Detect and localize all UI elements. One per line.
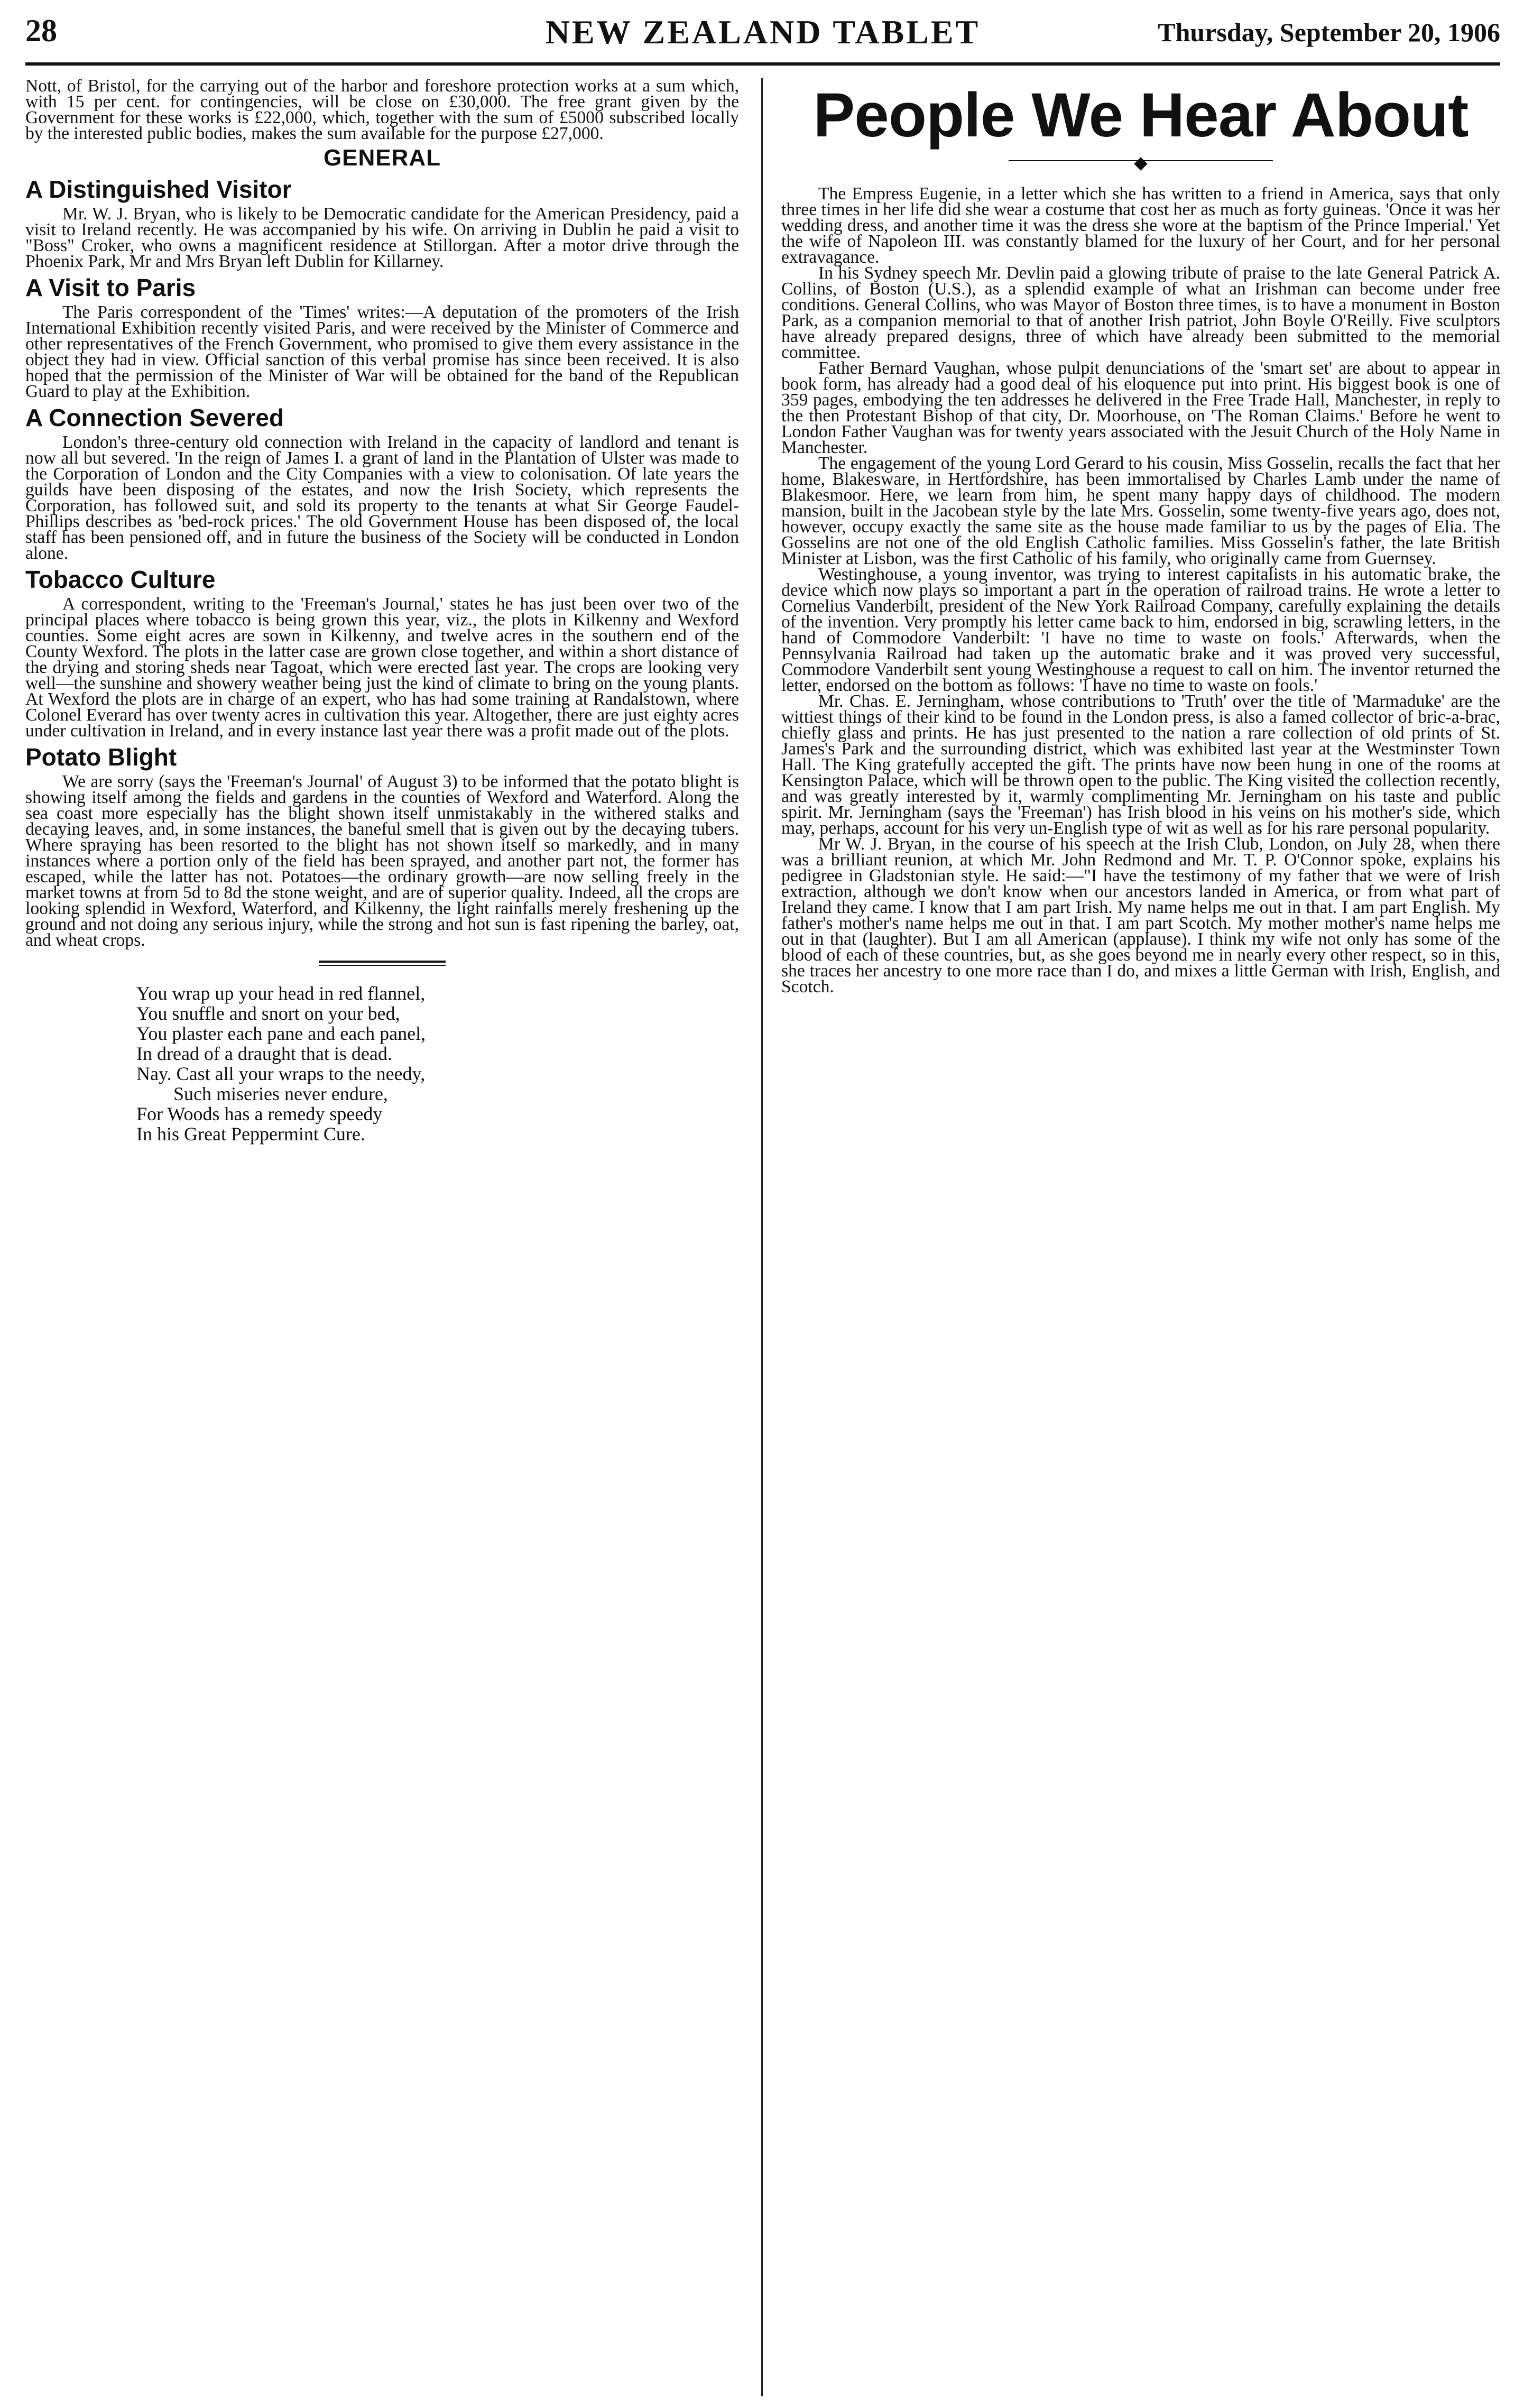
verse-line: In his Great Peppermint Cure. bbox=[136, 1123, 365, 1145]
verse-line: You wrap up your head in red flannel, bbox=[136, 983, 426, 1004]
article-paragraph: We are sorry (says the 'Freeman's Journal' of August 3) to be informed that the potato blight is showing itself among the fields and gardens in the counties of Wexford and Waterford. Along the sea coast more especially has the blight shown itself unmistakably in the withered stalks and decaying leaves, and, in some instances, the baneful smell that is given out by the decaying tubers. Where spraying has been resorted to the blight has not shown itself so markedly, and in many instances where a portion only of the field has been sprayed, and another part not, the former has escaped, while the latter has not. Potatoes—the ordinary growth—are now selling freely in the market towns at from 5d to 8d the stone weight, and are of superior quality. Indeed, all the crops are looking splendid in Wexford, Waterford, and Kilkenny, the light rainfalls merely freshening up the ground and not doing any serious injury, while the strong and hot sun is fast ripening the barley, oat, and wheat crops. bbox=[25, 772, 739, 950]
advertisement-verse bbox=[136, 983, 739, 1144]
right-column bbox=[781, 78, 1500, 2394]
article-paragraph: Mr. W. J. Bryan, who is likely to be Democratic candidate for the American Presidency, paid a visit to Ireland recently. He was accompanied by his wife. On arriving in Dublin he paid a visit to "Boss" Croker, who owns a magnificent residence at Stillorgan. After a motor drive through the Phoenix Park, Mr and Mrs Bryan left Dublin for Killarney. bbox=[25, 204, 739, 271]
article-heading: A Connection Severed bbox=[25, 404, 284, 431]
feature-title: People We Hear About bbox=[813, 80, 1468, 150]
verse-line: In dread of a draught that is dead. bbox=[136, 1043, 392, 1064]
article-paragraph: A correspondent, writing to the 'Freeman's Journal,' states he has just been over two of the principal places where tobacco is being grown this year, viz., the plots in Kilkenny and Wexford counties. Some eight acres are sown in Kilkenny, and twelve acres in the southern end of the County Wexford. The plots in the latter case are grown close together, and within a short distance of the drying and storing sheds near Tagoat, which were erected last year. The crops are looking very well—the sunshine and showery weather being just the kind of climate to bring on the young plants. At Wexford the plots are in charge of an expert, who has had some training at Randalstown, where Colonel Everard has over twenty acres in cultivation this year. Altogether, there are just eighty acres under cultivation in Ireland, and in every instance last year there was a profit made out of the plots. bbox=[25, 594, 739, 741]
header-rule bbox=[25, 62, 1500, 66]
verse-line: You plaster each pane and each panel, bbox=[136, 1023, 426, 1044]
paper-name: NEW ZEALAND TABLET bbox=[545, 13, 981, 51]
article-heading: Tobacco Culture bbox=[25, 566, 216, 593]
section-heading-general: GENERAL bbox=[323, 145, 441, 171]
feature-paragraph: Westinghouse, a young inventor, was trying to interest capitalists in his automatic brake, the device which now plays so important a part in the operation of railroad trains. He wrote a letter to Cornelius Vanderbilt, president of the New York Railroad Company, carefully explaining the details of the invention. Very promptly his letter came back to him, endorsed in big, scrawling letters, in the hand of Commodore Vanderbilt: 'I have no time to waste on fools.' Afterwards, when the Pennsylvania Railroad had taken up the automatic brake and it was proved very successful, Commodore Vanderbilt sent young Westinghouse a request to call on him. The inventor returned the letter, endorsed on the bottom as follows: 'I have no time to waste on fools.' bbox=[781, 565, 1500, 695]
article-paragraph: The Paris correspondent of the 'Times' writes:—A deputation of the promoters of the Irish International Exhibition recently visited Paris, and were received by the Minister of Commerce and other representatives of the French Government, who promised to give them every assistance in the object they had in view. Official sanction of this verbal promise has since been received. It is also hoped that the permission of the Minister of War will be obtained for the band of the Republican Guard to play at the Exhibition. bbox=[25, 302, 739, 401]
article-heading: Potato Blight bbox=[25, 743, 177, 771]
intro-paragraph: Nott, of Bristol, for the carrying out of the harbor and foreshore protection works at a sum which, with 15 per cent. for contingencies, will be close on £30,000. The free grant given by the Government for these works is £22,000, which, together with the sum of £5000 subscribed locally by the interested public bodies, makes the sum available for the purpose £27,000. bbox=[25, 78, 739, 143]
left-column bbox=[25, 78, 739, 2394]
diamond-icon bbox=[1134, 157, 1147, 170]
verse-line: For Woods has a remedy speedy bbox=[136, 1103, 383, 1124]
article-heading: A Visit to Paris bbox=[25, 274, 196, 301]
masthead bbox=[25, 10, 1500, 60]
article-heading: A Distinguished Visitor bbox=[25, 176, 292, 203]
feature-paragraph: Father Bernard Vaughan, whose pulpit denunciations of the 'smart set' are about to appear in book form, has already had a good deal of his eloquence put into print. His biggest book is one of 359 pages, embodying the ten addresses he delivered in the Free Trade Hall, Manchester, in reply to the then Protestant Bishop of that city, Dr. Moorhouse, on 'The Roman Claims.' Before he went to London Father Vaughan was for twenty years associated with the Jesuit Church of the Holy Name in Manchester. bbox=[781, 358, 1500, 457]
feature-paragraph: The Empress Eugenie, in a letter which she has written to a friend in America, says that only three times in her life did she wear a costume that cost her as much as forty guineas. 'Once it was her wedding dress, and another time it was the dress she wore at the baptism of the Prince Imperial.' Yet the wife of Napoleon III. was constantly blamed for the luxury of her Court, and for her personal extravagance. bbox=[781, 184, 1500, 267]
page-number: 28 bbox=[25, 13, 57, 48]
issue-date: Thursday, September 20, 1906 bbox=[1158, 17, 1500, 47]
verse-line: Nay. Cast all your wraps to the needy, bbox=[136, 1063, 426, 1084]
feature-paragraph: The engagement of the young Lord Gerard to his cousin, Miss Gosselin, recalls the fact that her home, Blakesware, in Hertfordshire, has been immortalised by Charles Lamb under the name of Blakesmoor. Here, we learn from him, he spent many happy days of childhood. The modern mansion, built in the Jacobean style by the late Mrs. Gosselin, some twenty-five years ago, does not, however, occupy exactly the same site as the house made familiar to us by the pages of Elia. The Gosselins are not one of the old English Catholic families. Miss Gosselin's father, the late British Minister at Lisbon, was the first Catholic of his family, who originally came from Guernsey. bbox=[781, 454, 1500, 568]
column-divider bbox=[761, 78, 763, 2396]
feature-paragraph: Mr W. J. Bryan, in the course of his speech at the Irish Club, London, on July 28, when there was a brilliant reunion, at which Mr. John Redmond and Mr. T. P. O'Connor spoke, explains his pedigree in Gladstonian style. He said:—"I have the testimony of my father that we were of Irish extraction, although we don't know when our ancestors landed in America, or from what part of Ireland they came. I know that I am part Irish. My name helps me out in that. I am part English. My father's mother's name helps me out in that. I am part Scotch. My mother mother's name helps me out in that (laughter). But I am all American (applause). I think my wife not only has some of the blood of each of these countries, but, as she goes beyond me in nearly every other respect, so in this, she traces her ancestry to one more race than I do, and mixes a little German with Irish, English, and Scotch. bbox=[781, 834, 1500, 997]
article-paragraph: London's three-century old connection with Ireland in the capacity of landlord and tenant is now all but severed. 'In the reign of James I. a grant of land in the Plantation of Ulster was made to the Corporation of London and the City Companies with a view to colonisation. Of late years the guilds have been disposing of the estates, and now the Irish Society, which represents the Corporation, has followed suit, and sold its property to the tenants at what Sir George Faudel-Phillips describes as 'bed-rock prices.' The old Government House has been disposed of, the local staff has been pensioned off, and in future the business of the Society will be conducted in London alone. bbox=[25, 432, 739, 563]
ornamental-rule bbox=[319, 959, 446, 967]
feature-paragraph: In his Sydney speech Mr. Devlin paid a glowing tribute of praise to the late General Patrick A. Collins, of Boston (U.S.), as a splendid example of what an Irishman can become under free conditions. General Collins, who was Mayor of Boston three times, is to have a monument in Boston Park, as a companion memorial to that of another Irish patriot, John Boyle O'Reilly. Five sculptors have already prepared designs, three of which have already been submitted to the memorial committee. bbox=[781, 263, 1500, 362]
verse-line: You snuffle and snort on your bed, bbox=[136, 1003, 400, 1024]
verse-line: Such miseries never endure, bbox=[173, 1083, 388, 1104]
feature-paragraph: Mr. Chas. E. Jerningham, whose contributions to 'Truth' over the title of 'Marmaduke' are the wittiest things of their kind to be found in the London press, is also a famed collector of bric-a-brac, chiefly glass and prints. He has just presented to the nation a rare collection of old prints of St. James's Park and the surrounding district, which was exhibited last year at the Westminster Town Hall. The King gratefully accepted the gift. The prints have now been hung in one of the rooms at Kensington Palace, which will be thrown open to the public. The King visited the collection recently, and was greatly interested by it, warmly complimenting Mr. Jerningham on his taste and public spirit. Mr. Jerningham (says the 'Freeman') has Irish blood in his veins on his mother's side, which may, perhaps, account for his very un-English type of wit as well as for his rare personal popularity. bbox=[781, 691, 1500, 838]
newspaper-page bbox=[25, 10, 1500, 2396]
title-ornament bbox=[1009, 154, 1273, 167]
